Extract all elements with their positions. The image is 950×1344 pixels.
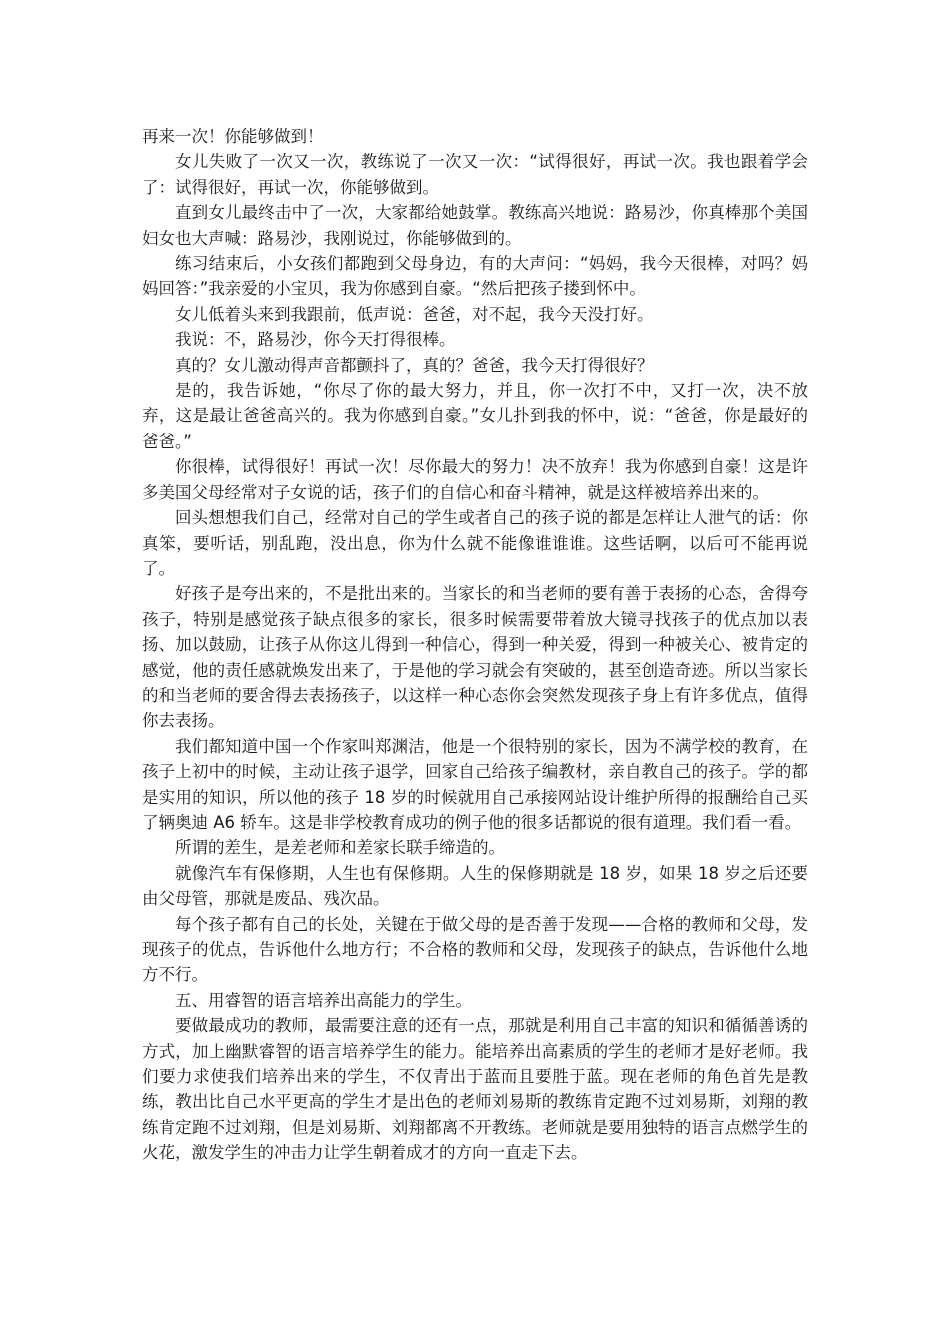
paragraph-2: 女儿失败了一次又一次，教练说了一次又一次：“试得很好，再试一次。我也跟着学会了：试得很好，再试一次，你能够做到。 — [142, 152, 808, 197]
paragraph-11: 好孩子是夸出来的，不是批出来的。当家长的和当老师的要有善于表扬的心态，舍得夸孩子，特别是感觉孩子缺点很多的家长，很多时候需要带着放大镜寻找孩子的优点加以表扬、加以鼓励，让孩子从你这儿得到一种信心，得到一种关爱，得到一种被关心、被肯定的感觉，他的责任感就焕发出来了，于是他的学习就会有突破的，甚至创造奇迹。所以当家长的和当老师的要舍得去表扬孩子，以这样一种心态你会突然发现孩子身上有许多优点，值得你去表扬。 — [142, 584, 808, 731]
paragraph-17: 要做最成功的教师，最需要注意的还有一点，那就是利用自己丰富的知识和循循善诱的方式，加上幽默睿智的语言培养学生的能力。能培养出高素质的学生的老师才是好老师。我们要力求使我们培养出来的学生，不仅青出于蓝而且要胜于蓝。现在老师的角色首先是教练，教出比自己水平更高的学生才是出色的老师刘易斯的教练肯定跑不过刘易斯，刘翔的教练肯定跑不过刘翔，但是刘易斯、刘翔都离不开教练。老师就是要用独特的语言点燃学生的火花，激发学生的冲击力让学生朝着成才的方向一直走下去。 — [142, 1016, 808, 1163]
paragraph-7: 真的？女儿激动得声音都颤抖了，真的？爸爸，我今天打得很好？ — [175, 355, 654, 375]
paragraph-13: 所谓的差生，是差老师和差家长联手缔造的。 — [175, 838, 505, 858]
section-heading: 五、用睿智的语言培养出高能力的学生。 — [175, 990, 472, 1010]
paragraph-10: 回头想想我们自己，经常对自己的学生或者自己的孩子说的都是怎样让人泄气的话：你真笨，要听话，别乱跑，没出息，你为什么就不能像谁谁谁。这些话啊，以后可不能再说了。 — [142, 508, 808, 578]
paragraph-9: 你很棒，试得很好！再试一次！尽你最大的努力！决不放弃！我为你感到自豪！这是许多美国父母经常对子女说的话，孩子们的自信心和奋斗精神，就是这样被培养出来的。 — [142, 457, 808, 502]
paragraph-5: 女儿低着头来到我跟前，低声说：爸爸，对不起，我今天没打好。 — [175, 304, 654, 324]
paragraph-8: 是的，我告诉她，“你尽了你的最大努力，并且，你一次打不中，又打一次，决不放弃，这是最让爸爸高兴的。我为你感到自豪。”女儿扑到我的怀中，说：“爸爸，你是最好的爸爸。” — [142, 381, 808, 451]
paragraph-6: 我说：不，路易沙，你今天打得很棒。 — [175, 330, 456, 350]
paragraph-4: 练习结束后，小女孩们都跑到父母身边，有的大声问：“妈妈，我今天很棒，对吗？妈妈回答：”我亲爱的小宝贝，我为你感到自豪。“然后把孩子搂到怀中。 — [142, 254, 808, 299]
paragraph-1: 再来一次！你能够做到！ — [142, 127, 324, 146]
paragraph-3: 直到女儿最终击中了一次，大家都给她鼓掌。教练高兴地说：路易沙，你真棒那个美国妇女也大声喊：路易沙，我刚说过，你能够做到的。 — [142, 203, 808, 248]
paragraph-12: 我们都知道中国一个作家叫郑渊洁，他是一个很特别的家长，因为不满学校的教育，在孩子上初中的时候，主动让孩子退学，回家自己给孩子编教材，亲自教自己的孩子。学的都是实用的知识，所以他的孩子 18 岁的时候就用自己承接网站设计维护所得的报酬给自己买了辆奥迪 A6 轿车。这是非学校教育成功的例子他的很多话都说的很有道理。我们看一看。 — [142, 736, 808, 832]
paragraph-14: 就像汽车有保修期，人生也有保修期。人生的保修期就是 18 岁，如果 18 岁之后还要由父母管，那就是废品、残次品。 — [142, 863, 808, 909]
paragraph-15: 每个孩子都有自己的长处，关键在于做父母的是否善于发现——合格的教师和父母，发现孩子的优点，告诉他什么地方行；不合格的教师和父母，发现孩子的缺点，告诉他什么地方不行。 — [142, 914, 808, 985]
body-text — [142, 124, 808, 1166]
